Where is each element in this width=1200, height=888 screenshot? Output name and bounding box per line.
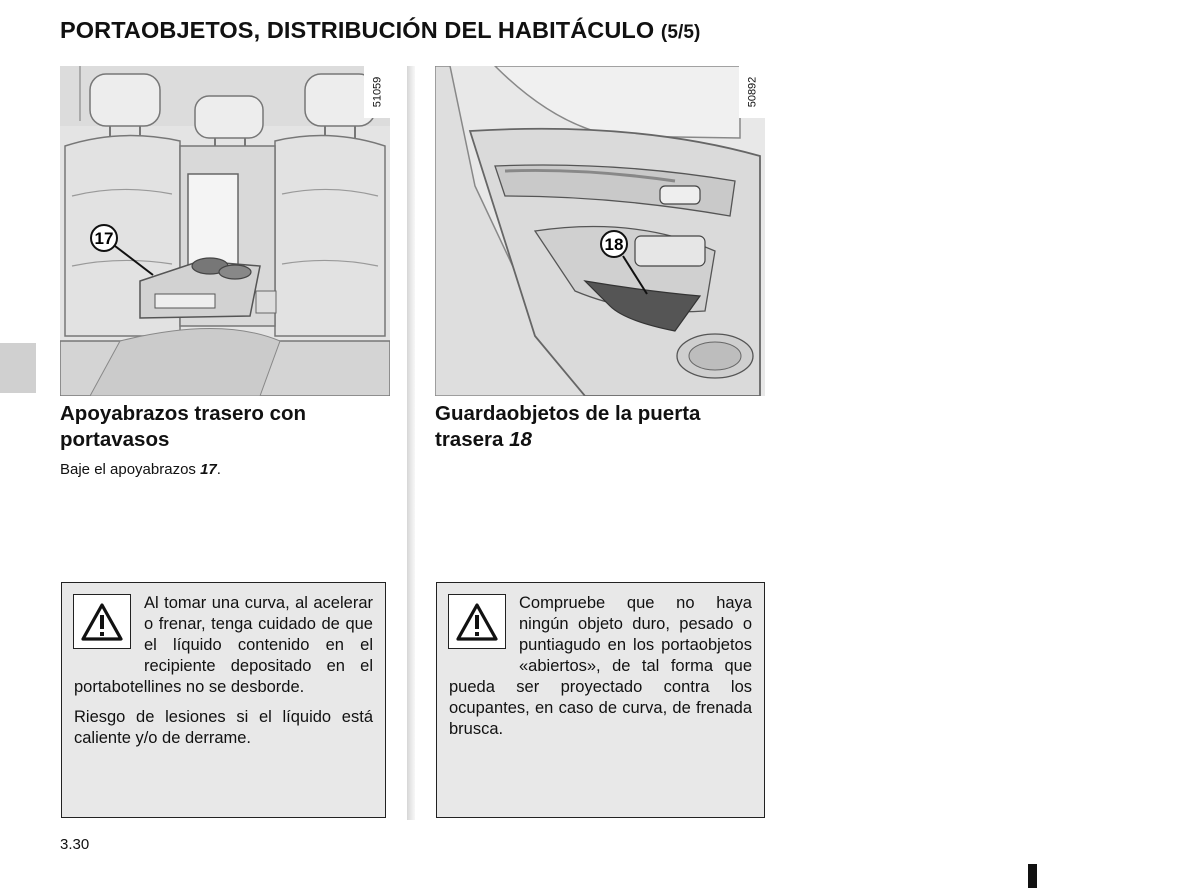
warning-box-liquid: [61, 582, 386, 818]
warning-paragraph: Al tomar una curva, al acelerar o frenar, tenga cuidado de que el líquido contenido en el recipiente depositado en el portabotellines no se desborde.: [74, 594, 373, 696]
armrest-instruction: Baje el apoyabrazos 17.: [60, 461, 221, 478]
text-ref-17: 17: [200, 461, 217, 478]
page-title: [60, 17, 700, 44]
section-tab: [0, 343, 36, 393]
callout-18: 18: [604, 235, 624, 254]
warning-paragraph: Riesgo de lesiones si el líquido está caliente y/o de derrame.: [74, 708, 373, 747]
warning-box-objects: [436, 582, 765, 818]
section-heading-armrest: Apoyabrazos trasero con portavasos: [60, 402, 307, 451]
heading-ref-18: 18: [509, 428, 532, 451]
section-heading-door-pocket: Guardaobjetos de la puerta trasera 18: [435, 402, 701, 451]
page-title-main: PORTAOBJETOS, DISTRIBUCIÓN DEL HABITÁCULO: [60, 17, 655, 43]
warning-text-liquid: [74, 593, 373, 749]
page-title-part: (5/5): [660, 22, 701, 43]
warning-text-objects: [449, 593, 752, 740]
rear-armrest-illustration: [60, 66, 390, 396]
corner-mark: [1028, 864, 1037, 888]
image-code-50892: 50892: [739, 66, 765, 118]
column-divider: [407, 66, 415, 820]
callout-17: 17: [94, 229, 114, 248]
page-number: 3.30: [60, 836, 90, 853]
image-code-51059: 51059: [364, 66, 390, 118]
rear-seat-drawing: [60, 66, 390, 396]
rear-door-illustration: [435, 66, 765, 396]
rear-door-drawing: [435, 66, 765, 396]
warning-paragraph: Compruebe que no haya ningún objeto duro, pesado o puntiagudo en los portaobjetos «abiertos», de tal forma que pueda ser proyectado contra los ocupantes, en caso de curva, de frenada brusca.: [449, 594, 752, 738]
